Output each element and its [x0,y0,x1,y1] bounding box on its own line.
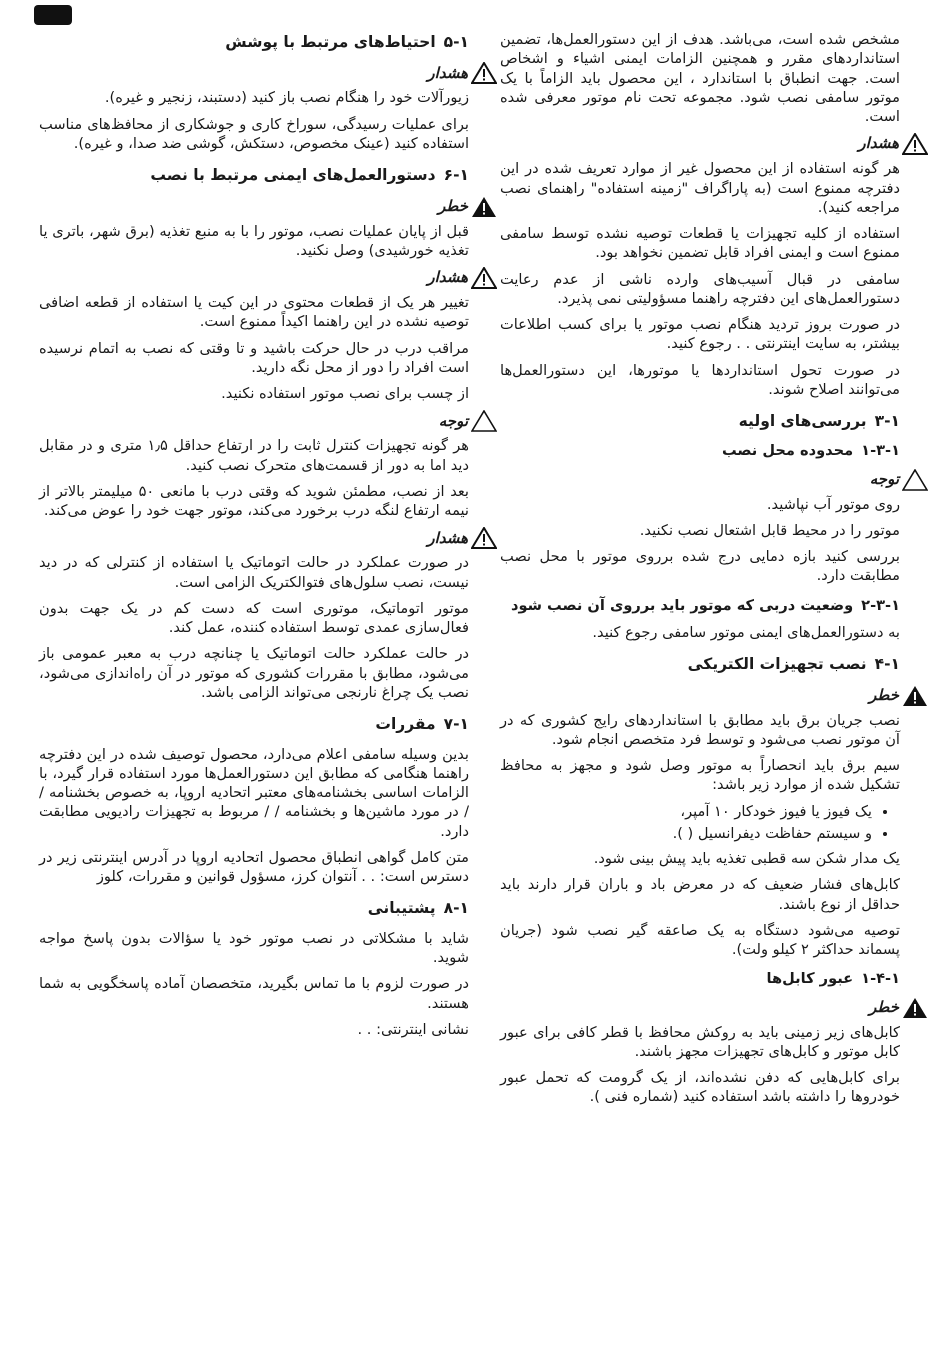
section-heading: ۷-۱مقررات [375,715,469,734]
paragraph: موتور را در محیط قابل اشتعال نصب نکنید. [639,521,900,539]
section-heading: ۶-۱دستورالعمل‌های ایمنی مرتبط با نصب [150,166,469,185]
paragraph: موتور اتوماتیک، موتوری است که دست کم در یک جهت بدون فعال‌سازی عمدی توسط استفاده کننده، عمل کند. [39,599,469,637]
notice-label: هشدار [427,268,468,287]
left-column [39,30,469,1046]
notice-label: خطر [869,685,899,704]
notice-label: خطر [438,196,468,215]
paragraph: متن کامل گواهی انطباق محصول اتحادیه اروپا در آدرس اینترنتی زیر در دسترس است: . . آنتوان کرز، مسؤول قوانین و مقررات، کلوز [39,848,469,886]
section-heading: ۴-۱نصب تجهیزات الکتریکی [687,655,900,674]
warning-triangle-icon [471,527,497,549]
note-triangle-icon [902,469,928,491]
paragraph: برای کابل‌هایی که دفن نشده‌اند، از یک گرومت که تحمل عبور خودروها را داشته باشد استفاده کنید (شماره فنی ). [500,1069,900,1106]
paragraph: به دستورالعمل‌های ایمنی موتور سامفی رجوع کنید. [592,623,900,641]
paragraph: در صورت لزوم با ما تماس بگیرید، متخصصان آماده پاسخگویی به شما هستند. [39,975,469,1012]
right-column [500,30,900,1114]
paragraph: مشخص شده است، می‌باشد. هدف از این دستورالعمل‌ها، تضمین استانداردهای مقرر و همچنین الزامات ایمنی اشیاء و اشخاص است. جهت انطباق با استاندارد ، این محصول باید الزاماً با یک موتور سامفی نصب شود. مجموعه تحت نام موتور معرفی شده است. [500,31,900,125]
paragraph: استفاده از کلیه تجهیزات یا قطعات توصیه نشده توسط سامفی ممنوع است و ایمنی افراد قابل تضمین نخواهد بود. [500,225,900,262]
paragraph: در حالت عملکرد حالت اتوماتیک یا چنانچه درب به معبر عمومی باز می‌شود، مطابق با مقررات کشوری که موتور در آن راه‌اندازی می‌شود، نصب یک چراغ نارنجی می‌تواند الزامی باشد. [39,645,469,701]
notice-label: هشدار [427,528,468,547]
paragraph: مراقب درب در حال حرکت باشید و تا وقتی که نصب به اتمام نرسیده است افراد را دور از محل نگه دارید. [39,339,469,376]
subsection-heading: ۱-۴-۱عبور کابل‌ها [766,970,900,988]
paragraph: بررسی کنید بازه دمایی درج شده برروی موتور با محل نصب مطابقت دارد. [500,548,900,585]
paragraph: سیم برق باید انحصاراً به موتور وصل شود و مجهز به محافظ تشکیل شده از موارد زیر باشد: [500,757,900,794]
paragraph: در صورت بروز تردید هنگام نصب موتور یا برای کسب اطلاعات بیشتر، به سایت اینترنتی . . رجوع کنید. [500,316,900,353]
danger-notice [500,685,928,707]
danger-triangle-icon [902,997,928,1019]
bullet-list [500,802,900,844]
paragraph: سامفی در قبال آسیب‌های وارده ناشی از عدم رعایت دستورالعمل‌های این دفترچه راهنما مسؤولیتی نمی پذیرد. [500,270,900,307]
paragraph: در صورت تحول استانداردها یا موتورها، این دستورالعمل‌ها می‌توانند اصلاح شوند. [500,361,900,398]
warning-notice [39,267,497,289]
notice-label: هشدار [858,134,899,153]
paragraph: هر گونه تجهیزات کنترل ثابت را در ارتفاع حداقل ۱٫۵ متری و در مقابل دید اما به دور از قسمت‌های متحرک نصب کنید. [39,437,469,474]
note-notice [500,469,928,491]
note-notice [39,410,497,432]
subsection-heading: ۲-۳-۱وضعیت دربی که موتور باید برروی آن نصب شود [510,596,900,614]
paragraph: روی موتور آب نپاشید. [766,495,900,513]
danger-triangle-icon [902,685,928,707]
paragraph: تغییر هر یک از قطعات محتوی در این کیت یا استفاده از قطعه اضافی توصیه نشده در این راهنما اکیداً ممنوع است. [39,294,469,331]
page-tab [34,5,72,25]
danger-notice [39,196,497,218]
paragraph: بعد از نصب، مطمئن شوید که وقتی درب با مانعی ۵۰ میلیمتر بالاتر از نیمه ارتفاع لنگه درب برخورد می‌کند، موتور جهت خود را عوض می‌کند. [39,482,469,520]
paragraph: بدین وسیله سامفی اعلام می‌دارد، محصول توصیف شده در این دفترچه راهنما هنگامی که مطابق این دستورالعمل‌ها مورد استفاده قرار گیرد، با الزامات اساسی بخشنامه‌های معتبر اتحادیه اروپا، به خصوص بخشنامه / / در مورد ماشین‌ها و بخشنامه / / مربوط به تجهیزات رادیویی مطابقت دارد. [39,745,469,840]
notice-label: توجه [869,469,899,488]
paragraph: زیورآلات خود را هنگام نصب باز کنید (دستبند، زنجیر و غیره). [104,89,469,107]
warning-notice [500,133,928,155]
warning-triangle-icon [471,267,497,289]
danger-notice [500,997,928,1019]
notice-label: توجه [438,411,468,430]
paragraph: کابل‌های فشار ضعیف که در معرض باد و باران قرار دارند باید حداقل از نوع باشند. [500,876,900,913]
paragraph: در صورت عملکرد در حالت اتوماتیک یا استفاده از کنترلی که در دید نیست، نصب سلول‌های فتوالکتریک الزامی است. [39,554,469,591]
warning-notice [39,62,497,84]
warning-triangle-icon [471,62,497,84]
paragraph: نصب جریان برق باید مطابق با استانداردهای رایج کشوری که در آن موتور نصب می‌شود و توسط فرد متخصص انجام شود. [500,711,900,748]
paragraph: قبل از پایان عملیات نصب، موتور را با به منبع تغذیه (برق شهر، باتری یا تغذیه خورشیدی) وصل نکنید. [39,222,469,259]
section-heading: ۸-۱پشتیبانی [367,899,469,918]
subsection-heading: ۱-۳-۱محدوده محل نصب [721,442,900,460]
paragraph: برای عملیات رسیدگی، سوراخ کاری و جوشکاری از محافظ‌های مناسب استفاده کنید (عینک مخصوص، دستکش، گوشی ضد صدا، و غیره). [39,115,469,152]
danger-triangle-icon [471,196,497,218]
list-item: • یک فیوز یا فیوز خودکار ۱۰ آمپر، [500,802,872,821]
paragraph: هر گونه استفاده از این محصول غیر از موارد تعریف شده در این دفترچه ممنوع است (به پاراگراف "زمینه استفاده" راهنمای نصب مراجعه کنید). [500,160,900,216]
notice-label: خطر [869,997,899,1016]
note-triangle-icon [471,410,497,432]
section-heading: ۳-۱بررسی‌های اولیه [738,412,900,430]
warning-notice [39,527,497,549]
paragraph: شاید با مشکلاتی در نصب موتور خود یا سؤالات بدون پاسخ مواجه شوید. [39,929,469,967]
paragraph: از چسب برای نصب موتور استفاده نکنید. [221,385,469,403]
paragraph: توصیه می‌شود دستگاه به یک صاعقه گیر نصب شود (جریان پسماند حداکثر ۲ کیلو ولت). [500,921,900,959]
list-item: • و سیستم حفاظت دیفرانسیل ( ). [500,824,872,843]
paragraph: نشانی اینترنتی: . . [357,1020,469,1038]
section-heading: ۵-۱احتیاط‌های مرتبط با پوشش [225,33,469,51]
warning-triangle-icon [902,133,928,155]
paragraph: کابل‌های زیر زمینی باید به روکش محافظ با قطر کافی برای عبور کابل موتور و کابل‌های تجهیزات مجهز باشند. [500,1023,900,1060]
paragraph: یک مدار شکن سه قطبی تغذیه باید پیش بینی شود. [593,850,900,868]
notice-label: هشدار [427,63,468,82]
